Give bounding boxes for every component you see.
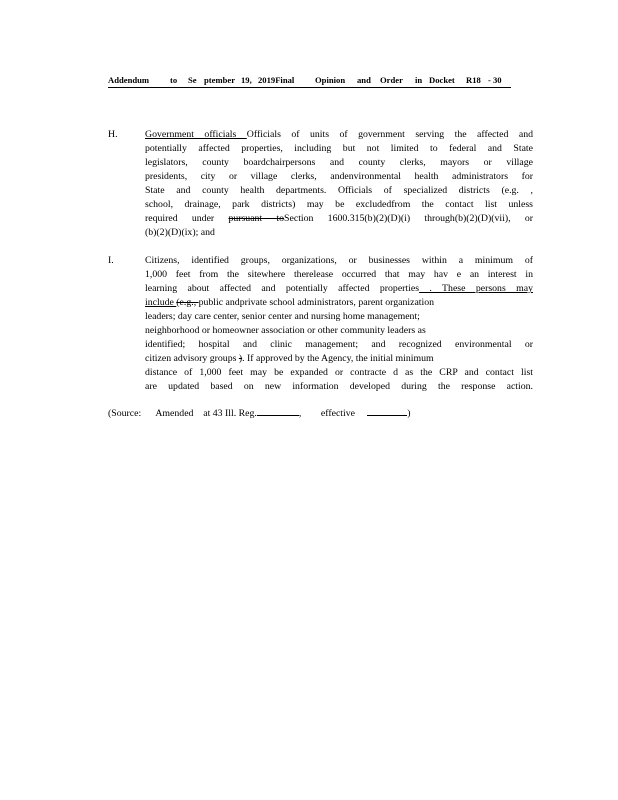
item-i-struck-paren: ) xyxy=(238,353,243,364)
register-page-blank xyxy=(257,405,299,416)
header-day: 19, xyxy=(241,75,252,85)
header-and: and xyxy=(357,75,371,85)
item-h-inserted-text: Government officials xyxy=(145,129,247,140)
header-opinion: Opinion xyxy=(315,75,346,85)
item-i-letter: I. xyxy=(108,255,114,266)
header-addendum: Addendum xyxy=(108,75,150,85)
header-docket: Docket xyxy=(429,75,455,85)
page-header xyxy=(108,75,511,88)
header-in: in xyxy=(415,75,423,85)
header-order: Order xyxy=(380,75,403,85)
item-i-inserted-text: . These persons may xyxy=(419,283,533,294)
item-h-paragraph: Government officials Officials of units of government serving the affected and potentially affected properties, including but not limited to federal and State legislators, county boardchairpersons and county clerks, mayors or village presidents, city or village clerks, andenvironmental health administrators for State and county health departments. Officials of specialized districts (e.g. , school, drainage, park districts) may be excludedfrom the contact list unless required under pursuant toSection 1600.315(b)(2)(D)(i) through(b)(2)(D)(vii), or (b)(2)(D)(ix); and xyxy=(145,129,533,238)
item-h-letter: H. xyxy=(108,129,118,140)
header-september-b: ptember xyxy=(204,75,236,85)
item-i-paragraph: Citizens, identified groups, organizations, or businesses within a minimum of 1,000 feet from the sitewhere therelease occurred that may hav e an interest in learning about affected and potentially affected properties . These persons may include (e.g., public andprivate school administrators, parent organization leaders; day care center, senior center and nursing home management; neighborhood or homeowner association or other community leaders as identified; hospital and clinic management; and recognized environmental or citizen advisory groups ). If approved by the Agency, the initial minimum distance of 1,000 feet may be expanded or contracte d as the CRP and contact list are updated based on new information developed during the response action. xyxy=(145,255,533,392)
header-r18: R18 xyxy=(466,75,481,85)
effective-date-blank xyxy=(367,405,407,416)
item-h-struck-text: pursuant to xyxy=(228,213,285,224)
header-docket-number: - 30 xyxy=(488,75,502,85)
item-i-struck-text: (e.g., xyxy=(176,297,199,308)
header-year-final: 2019Final xyxy=(258,75,295,85)
source-note: (Source: Amended at 43 Ill. Reg. , effective ) xyxy=(108,405,418,421)
header-september-a: Se xyxy=(188,75,197,85)
header-to: to xyxy=(170,75,178,85)
